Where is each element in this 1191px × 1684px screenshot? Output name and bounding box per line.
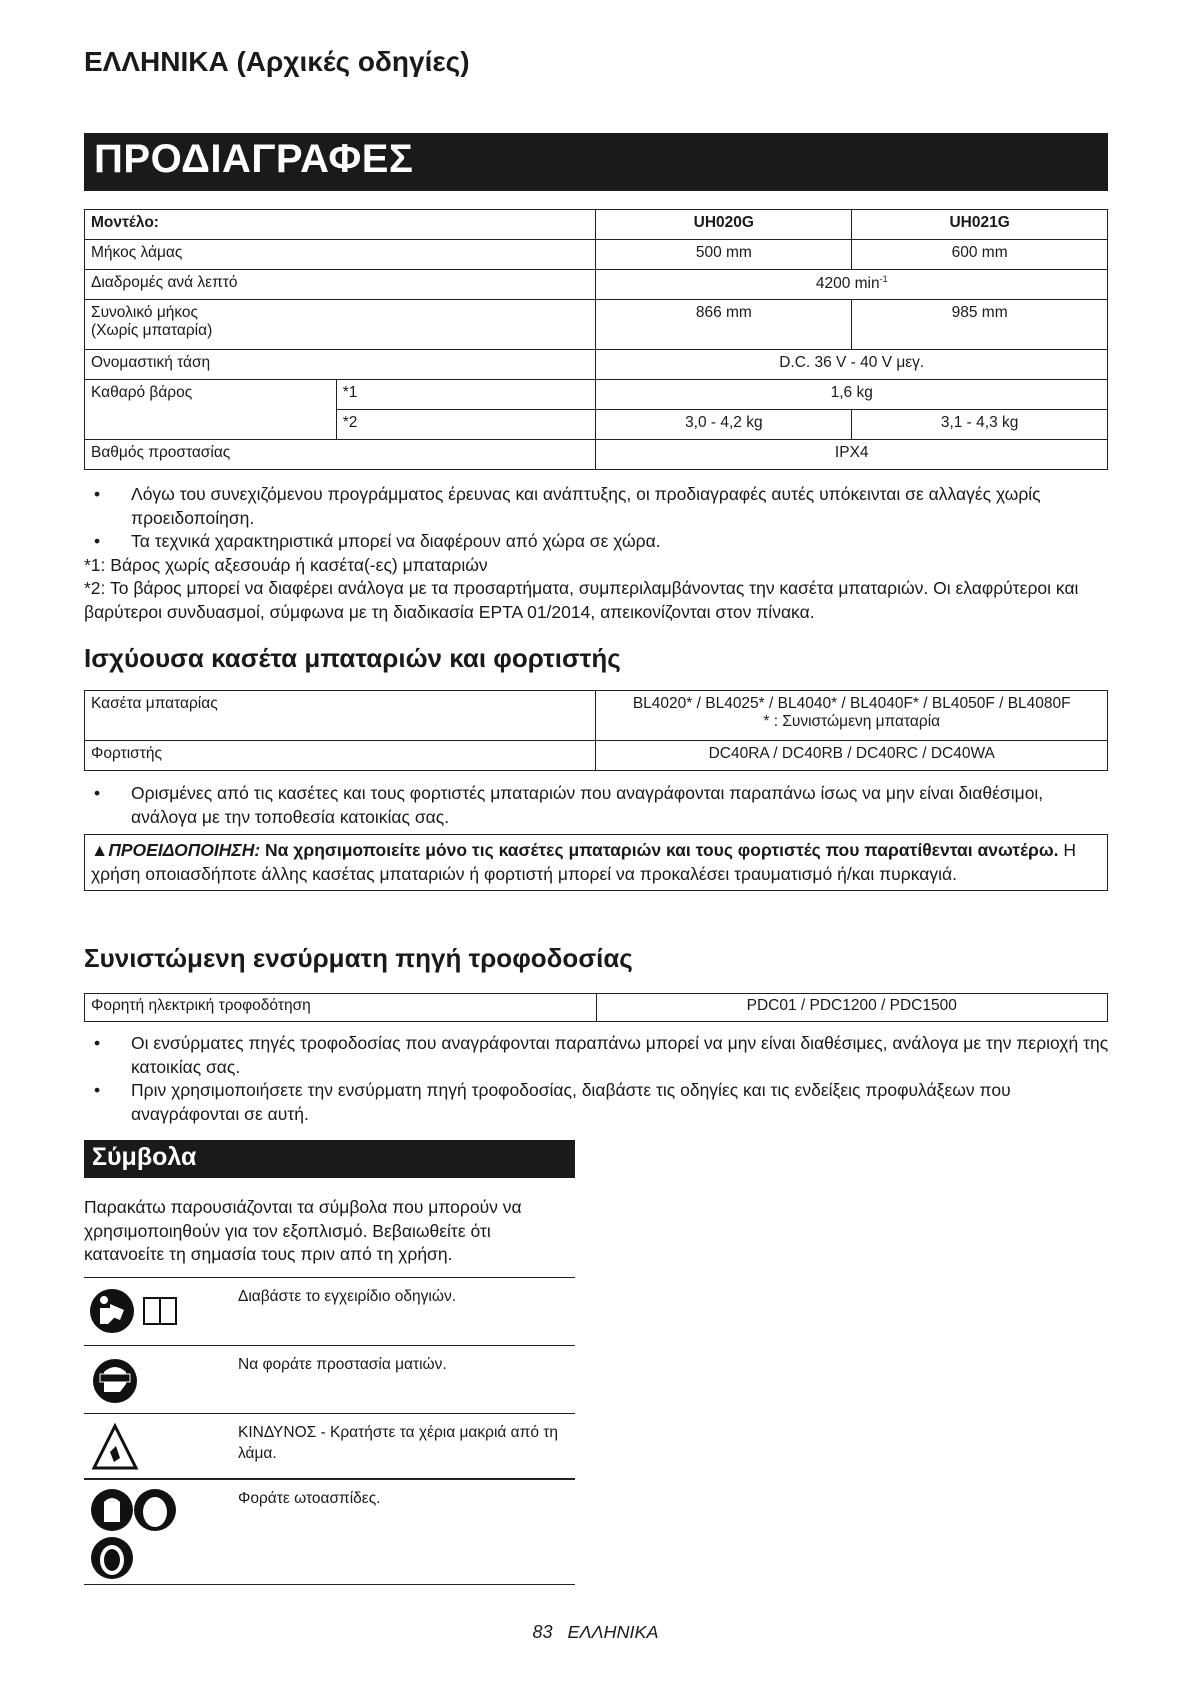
power-table <box>84 993 1108 1022</box>
symbol-row <box>84 1413 575 1478</box>
footnote-1: *1: Βάρος χωρίς αξεσουάρ ή κασέτα(-ες) μπαταριών <box>84 554 488 575</box>
language-title: ΕΛΛΗΝΙΚΑ (Αρχικές οδηγίες) <box>84 46 470 77</box>
battery-table <box>84 690 1108 771</box>
symbol-text: Φοράτε ωτοασπίδες. <box>238 1490 381 1507</box>
note: • Λόγω του συνεχιζόμενου προγράμματος έρευνας και ανάπτυξης, οι προδιαγραφές αυτές υπόκεινται σε αλλαγές χωρίς προειδοποίηση. <box>84 483 1114 530</box>
warning-label: ΠΡΟΕΙΔΟΠΟΙΗΣΗ: <box>108 840 261 860</box>
symbol-row <box>84 1277 575 1345</box>
battery-title: Ισχύουσα κασέτα μπαταριών και φορτιστής <box>84 643 621 673</box>
weight-1-value: 1,6 kg <box>596 380 1108 410</box>
note: • Οι ενσύρματες πηγές τροφοδοσίας που αναγράφονται παραπάνω μπορεί να μην είναι διαθέσιμες, ανάλογα με την περιοχή της κατοικίας σας. <box>84 1032 1114 1079</box>
note: • Τα τεχνικά χαρακτηριστικά μπορεί να διαφέρουν από χώρα σε χώρα. <box>84 530 1114 554</box>
charger-value: DC40RA / DC40RB / DC40RC / DC40WA <box>596 741 1108 771</box>
cartridge-value: BL4020* / BL4025* / BL4040* / BL4040F* / BL4050F / BL4080F * : Συνιστώμενη μπαταρία <box>596 691 1108 741</box>
symbols-title: Σύμβολα <box>84 1140 575 1178</box>
specs-table <box>84 209 1108 470</box>
warning-box <box>84 834 1108 891</box>
strokes-value: 4200 $\min^{-1}$ <box>596 270 1108 300</box>
symbol-text: ΚΙΝΔΥΝΟΣ - Κρατήστε τα χέρια μακριά από τη λάμα. <box>238 1424 558 1462</box>
cartridge-label: Κασέτα μπαταρίας <box>85 691 596 741</box>
voltage-label: Ονομαστική τάση <box>85 350 596 380</box>
page-number: 83 <box>532 1622 553 1642</box>
weight-label: Καθαρό βάρος <box>85 380 337 440</box>
page-footer <box>0 1622 1191 1643</box>
specs-title: ΠΡΟΔΙΑΓΡΑΦΕΣ <box>84 133 1108 191</box>
ear-protection-icon <box>84 1480 238 1584</box>
symbols-intro: Παρακάτω παρουσιάζονται τα σύμβολα που μπορούν να χρησιμοποιηθούν για τον εξοπλισμό. Βεβαιωθείτε ότι κατανοείτε τη σημασία τους πριν από τη χρήση. <box>84 1197 522 1264</box>
weight-1-label: *1 <box>336 380 596 410</box>
weight-2-label: *2 <box>336 410 596 440</box>
power-notes <box>84 1032 1114 1126</box>
read-manual-icon <box>84 1278 238 1345</box>
footer-language: ΕΛΛΗΝΙΚΑ <box>567 1622 659 1642</box>
model-1: UH020G <box>596 210 852 240</box>
symbol-row <box>84 1345 575 1413</box>
protection-label: Βαθμός προστασίας <box>85 440 596 470</box>
warning-text: Η χρήση οποιασδήποτε άλλης κασέτας μπαταριών ή φορτιστή μπορεί να προκαλέσει τραυματισμό ή/και πυρκαγιά. <box>91 840 1077 884</box>
note: • Πριν χρησιμοποιήσετε την ενσύρματη πηγή τροφοδοσίας, διαβάστε τις οδηγίες και τις ενδείξεις προφυλάξεων που αναγράφονται σε αυτή. <box>84 1079 1114 1126</box>
weight-2b: 3,1 - 4,3 kg <box>852 410 1108 440</box>
symbol-text: Διαβάστε το εγχειρίδιο οδηγιών. <box>238 1288 456 1305</box>
battery-note: • Ορισμένες από τις κασέτες και τους φορτιστές μπαταριών που αναγράφονται παραπάνω ίσως να μην είναι διαθέσιμοι, ανάλογα με την τοποθεσία κατοικίας σας. <box>84 782 1114 829</box>
strokes-label: Διαδρομές ανά λεπτό <box>85 270 596 300</box>
length-label: Συνολικό μήκος (Χωρίς μπαταρία) <box>85 300 596 350</box>
length-2: 985 mm <box>852 300 1108 350</box>
warning-icon: ▲ <box>91 840 109 860</box>
hand-blade-danger-icon <box>84 1414 238 1478</box>
blade-1: 500 mm <box>596 240 852 270</box>
charger-label: Φορτιστής <box>85 741 596 771</box>
model-label: Μοντέλο: <box>85 210 596 240</box>
protection-value: IPX4 <box>596 440 1108 470</box>
model-2: UH021G <box>852 210 1108 240</box>
eye-protection-icon <box>84 1346 238 1413</box>
specs-notes <box>84 483 1114 624</box>
warning-bold: Να χρησιμοποιείτε μόνο τις κασέτες μπαταριών και τους φορτιστές που παρατίθενται ανωτέρω. <box>265 840 1059 860</box>
power-value: PDC01 / PDC1200 / PDC1500 <box>596 994 1108 1022</box>
footnote-2: *2: Το βάρος μπορεί να διαφέρει ανάλογα με τα προσαρτήματα, συμπεριλαμβάνοντας την κασέτα μπαταριών. Οι ελαφρύτεροι και βαρύτεροι συνδυασμοί, σύμφωνα με τη διαδικασία EPTA 01/2014, απεικονίζονται στον πίνακα. <box>84 578 1079 622</box>
length-1: 866 mm <box>596 300 852 350</box>
symbols-table <box>84 1277 575 1585</box>
symbol-row <box>84 1478 575 1585</box>
blade-2: 600 mm <box>852 240 1108 270</box>
blade-label: Μήκος λάμας <box>85 240 596 270</box>
power-label: Φορητή ηλεκτρική τροφοδότηση <box>85 994 597 1022</box>
weight-2a: 3,0 - 4,2 kg <box>596 410 852 440</box>
symbol-text: Να φοράτε προστασία ματιών. <box>238 1356 447 1373</box>
power-title: Συνιστώμενη ενσύρματη πηγή τροφοδοσίας <box>84 943 633 973</box>
voltage-value: D.C. 36 V - 40 V μεγ. <box>596 350 1108 380</box>
